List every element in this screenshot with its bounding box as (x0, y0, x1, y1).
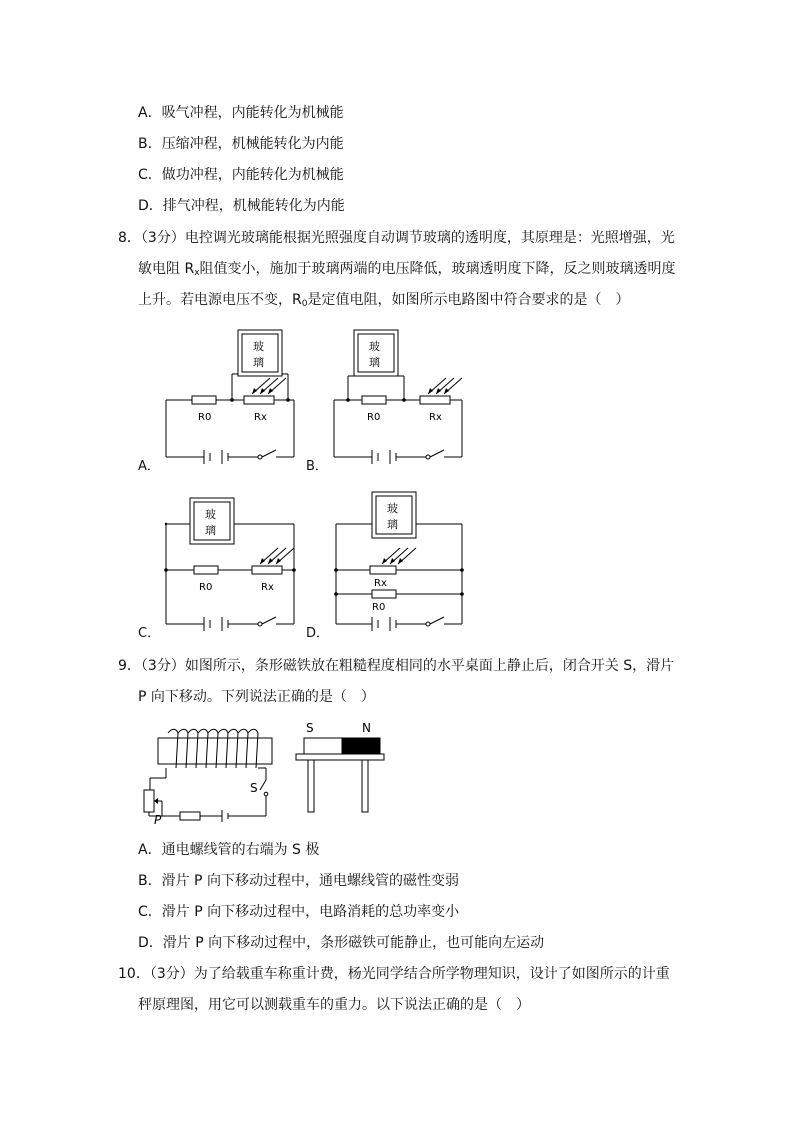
glass-label-bottom: 璃 (387, 518, 398, 531)
circuit-d-diagram (328, 486, 468, 642)
glass-label-bottom: 璃 (205, 524, 216, 537)
glass-label-top: 玻 (369, 340, 380, 353)
glass-label-bottom: 璃 (369, 356, 380, 369)
circuit-c-diagram (160, 492, 300, 642)
q7-option-b: B．压缩冲程，机械能转化为内能 (138, 136, 344, 152)
circuit-c-label: C． (138, 626, 161, 641)
rx-label: Rx (374, 578, 387, 589)
q9-option-b: B．滑片 P 向下移动过程中，通电螺线管的磁性变弱 (138, 873, 459, 889)
r0-label: R0 (372, 602, 386, 613)
q9-option-d: D．滑片 P 向下移动过程中，条形磁铁可能静止，也可能向左运动 (138, 935, 545, 951)
q7-option-a: A．吸气冲程，内能转化为机械能 (138, 105, 344, 121)
magnet-table-diagram (292, 718, 392, 818)
glass-label-top: 玻 (205, 508, 216, 521)
r0-label: R0 (198, 412, 212, 423)
q9-option-a: A．通电螺线管的右端为 S 极 (138, 842, 320, 858)
r0-label: R0 (199, 582, 213, 593)
glass-label-top: 玻 (253, 340, 264, 353)
magnet-s-pole-label: S (306, 721, 314, 735)
q8-stem-line1: 8．（3分）电控调光玻璃能根据光照强度自动调节玻璃的透明度，其原理是：光照增强，光 (118, 230, 675, 246)
rx-label: Rx (254, 412, 267, 423)
rx-label: Rx (429, 412, 442, 423)
circuit-b-label: B． (306, 459, 328, 474)
q8-stem-line2: 敏电阻 $R_x$阻值变小，施加于玻璃两端的电压降低，玻璃透明度下降，反之则玻璃透明度 (138, 261, 676, 278)
q9-option-c: C．滑片 P 向下移动过程中，电路消耗的总功率变小 (138, 904, 460, 920)
circuit-a-diagram (160, 322, 300, 472)
q9-stem-line2: P 向下移动。下列说法正确的是（ ） (138, 689, 375, 705)
r0-label: R0 (367, 412, 381, 423)
q7-option-d: D．排气冲程，机械能转化为内能 (138, 198, 345, 214)
glass-label-top: 玻 (387, 502, 398, 515)
solenoid-circuit-diagram (138, 718, 298, 826)
slider-label: P (154, 813, 162, 826)
q7-option-c: C．做功冲程，内能转化为机械能 (138, 167, 344, 183)
circuit-a-label: A． (138, 459, 160, 474)
q8-stem-line3: 上升。若电源电压不变，$R_0$是定值电阻，如图所示电路图中符合要求的是（ ） (138, 292, 630, 309)
circuit-d-label: D． (306, 626, 330, 641)
circuit-b-diagram (328, 322, 468, 472)
glass-label-bottom: 璃 (253, 356, 264, 369)
q9-stem-line1: 9．（3分）如图所示，条形磁铁放在粗糙程度相同的水平桌面上静止后，闭合开关 S，滑片 (118, 658, 675, 674)
switch-label: S (250, 781, 258, 795)
q10-stem-line2: 秤原理图，用它可以测载重车的重力。以下说法正确的是（ ） (138, 997, 530, 1013)
magnet-n-pole-label: N (362, 721, 371, 735)
rx-label: Rx (261, 582, 274, 593)
q10-stem-line1: 10．（3分）为了给载重车称重计费，杨光同学结合所学物理知识，设计了如图所示的计重 (118, 966, 670, 982)
